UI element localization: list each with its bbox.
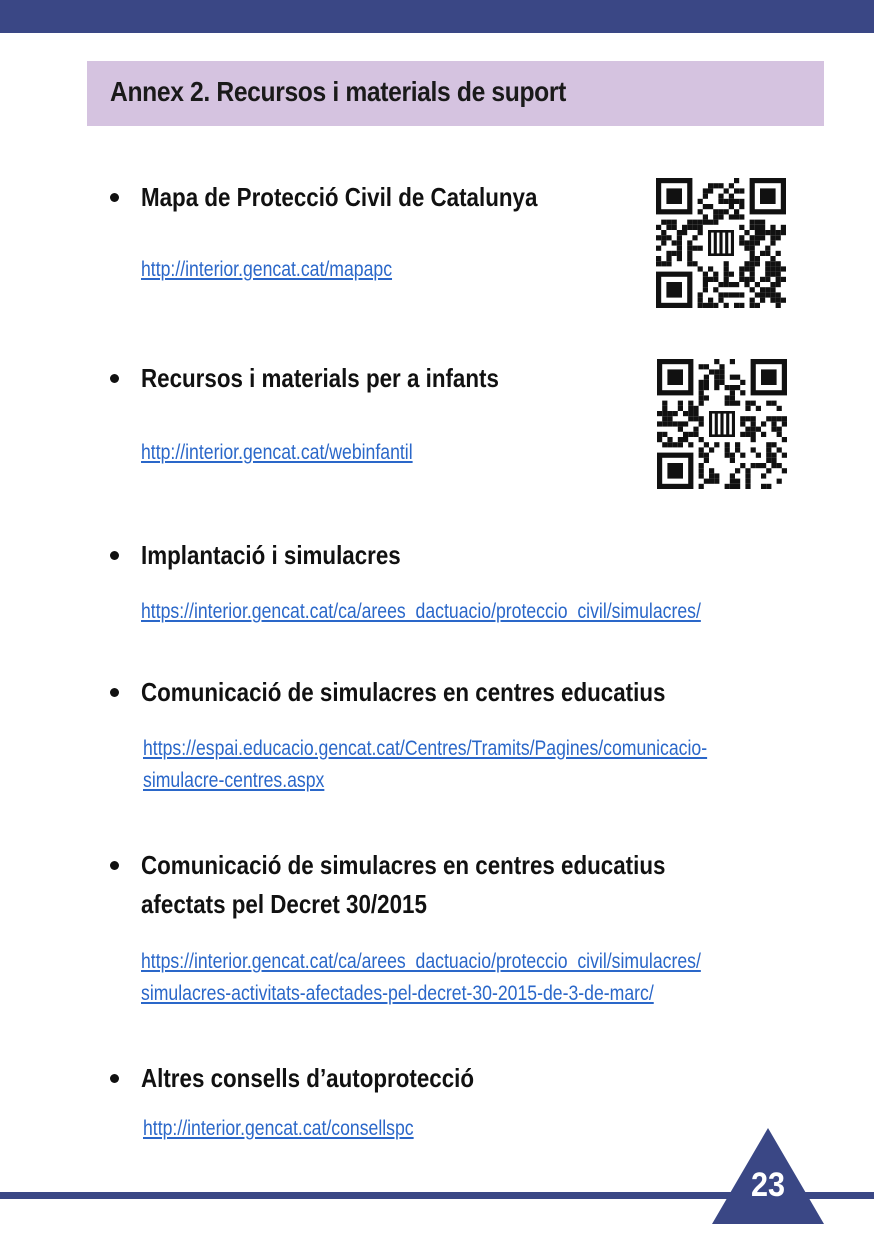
section-header [87, 61, 824, 126]
item-link[interactable]: http://interior.gencat.cat/consellspc [143, 1117, 414, 1140]
item-title: Recursos i materials per a infants [141, 363, 499, 393]
bullet [110, 861, 119, 870]
item-link[interactable]: https://espai.educacio.gencat.cat/Centres/Tramits/Pagines/comunicacio- [143, 737, 708, 760]
item-title: Altres consells d’autoprotecció [141, 1063, 475, 1093]
bullet [110, 688, 119, 697]
bullet [110, 551, 119, 560]
item-link-continued[interactable]: simulacres-activitats-afectades-pel-decret-30-2015-de-3-de-marc/ [141, 982, 654, 1005]
qr-code [657, 359, 787, 489]
item-link[interactable]: https://interior.gencat.cat/ca/arees_dactuacio/proteccio_civil/simulacres/ [141, 950, 701, 973]
item-title: Mapa de Protecció Civil de Catalunya [141, 182, 538, 212]
item-title: Comunicació de simulacres en centres educatius [141, 677, 666, 707]
item-title: Comunicació de simulacres en centres educatius [141, 850, 666, 880]
item-title-continued: afectats pel Decret 30/2015 [141, 889, 427, 919]
item-link-continued[interactable]: simulacre-centres.aspx [143, 769, 325, 792]
qr-code [656, 178, 786, 308]
page-number: 23 [750, 1166, 786, 1204]
bullet [110, 1074, 119, 1083]
item-link[interactable]: https://interior.gencat.cat/ca/arees_dactuacio/proteccio_civil/simulacres/ [141, 600, 701, 623]
item-link[interactable]: http://interior.gencat.cat/mapapc [141, 258, 393, 281]
page-title: Annex 2. Recursos i materials de suport [110, 76, 566, 107]
item-title: Implantació i simulacres [141, 540, 401, 570]
item-link[interactable]: http://interior.gencat.cat/webinfantil [141, 441, 413, 464]
bullet [110, 374, 119, 383]
bullet [110, 193, 119, 202]
top-bar [0, 0, 874, 33]
